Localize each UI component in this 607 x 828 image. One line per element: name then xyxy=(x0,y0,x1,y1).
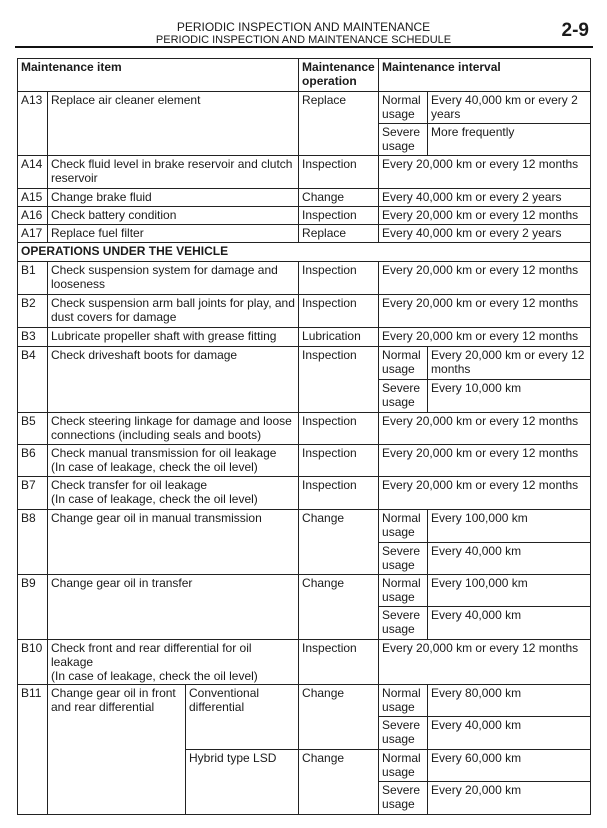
table-row xyxy=(18,295,591,328)
item-text: Check manual transmission for oil leakage xyxy=(51,446,277,460)
row-id: B9 xyxy=(18,575,48,640)
header-rule xyxy=(15,46,593,48)
row-item: Replace air cleaner element xyxy=(48,92,299,156)
interval-normal: Every 40,000 km or every 2 years xyxy=(428,92,591,124)
row-item: Replace fuel filter xyxy=(48,225,299,243)
row-interval: Every 20,000 km or every 12 months xyxy=(379,207,591,225)
table-row xyxy=(18,575,591,607)
row-operation: Inspection xyxy=(299,262,379,295)
interval-severe: Every 10,000 km xyxy=(428,380,591,413)
table-row xyxy=(18,207,591,225)
usage-normal-label: Normal usage xyxy=(379,685,428,717)
row-operation: Change xyxy=(299,510,379,575)
row-item: Check steering linkage for damage and loose connections (including seals and boots) xyxy=(48,413,299,445)
table-row xyxy=(18,413,591,445)
diff-type-conventional: Conventional differential xyxy=(186,685,299,750)
usage-normal-label: Normal usage xyxy=(379,92,428,124)
row-id: B1 xyxy=(18,262,48,295)
row-item xyxy=(48,445,299,477)
row-interval: Every 40,000 km or every 2 years xyxy=(379,189,591,207)
item-text: Check front and rear differential for oil leakage xyxy=(51,641,252,669)
row-operation: Inspection xyxy=(299,347,379,413)
page-number: 2-9 xyxy=(561,20,589,41)
usage-normal-label: Normal usage xyxy=(379,750,428,782)
row-id: A14 xyxy=(18,156,48,189)
usage-severe-label: Severe usage xyxy=(379,543,428,575)
item-note: (In case of leakage, check the oil level) xyxy=(51,492,258,506)
table-row xyxy=(18,477,591,510)
row-operation: Change xyxy=(299,750,379,815)
row-id: B11 xyxy=(18,685,48,815)
row-item: Check suspension arm ball joints for play, and dust covers for damage xyxy=(48,295,299,328)
item-text: Check transfer for oil leakage xyxy=(51,478,208,492)
interval-severe: Every 40,000 km xyxy=(428,543,591,575)
section-row xyxy=(18,243,591,262)
usage-severe-label: Severe usage xyxy=(379,124,428,156)
diff-type-hybrid: Hybrid type LSD xyxy=(186,750,299,815)
table-row xyxy=(18,685,591,717)
item-note: (In case of leakage, check the oil level) xyxy=(51,669,258,683)
usage-severe-label: Severe usage xyxy=(379,717,428,750)
row-interval: Every 20,000 km or every 12 months xyxy=(379,445,591,477)
interval-severe: Every 40,000 km xyxy=(428,717,591,750)
row-operation: Inspection xyxy=(299,207,379,225)
table-row xyxy=(18,189,591,207)
row-id: A13 xyxy=(18,92,48,156)
col-header-operation: Maintenance operation xyxy=(299,59,379,92)
row-interval: Every 40,000 km or every 2 years xyxy=(379,225,591,243)
usage-severe-label: Severe usage xyxy=(379,782,428,815)
usage-severe-label: Severe usage xyxy=(379,380,428,413)
table-row xyxy=(18,225,591,243)
row-operation: Inspection xyxy=(299,477,379,510)
row-id: B6 xyxy=(18,445,48,477)
section-title: PERIODIC INSPECTION AND MAINTENANCE xyxy=(176,20,431,34)
interval-normal: Every 80,000 km xyxy=(428,685,591,717)
row-interval: Every 20,000 km or every 12 months xyxy=(379,328,591,347)
usage-severe-label: Severe usage xyxy=(379,607,428,640)
item-note: (In case of leakage, check the oil level) xyxy=(51,460,258,474)
row-item xyxy=(48,477,299,510)
maintenance-schedule-table xyxy=(17,58,591,815)
row-id: B5 xyxy=(18,413,48,445)
row-operation: Change xyxy=(299,189,379,207)
row-interval: Every 20,000 km or every 12 months xyxy=(379,413,591,445)
row-id: B8 xyxy=(18,510,48,575)
row-interval: Every 20,000 km or every 12 months xyxy=(379,262,591,295)
usage-normal-label: Normal usage xyxy=(379,510,428,543)
row-id: B3 xyxy=(18,328,48,347)
row-item: Check suspension system for damage and looseness xyxy=(48,262,299,295)
col-header-item: Maintenance item xyxy=(18,59,299,92)
interval-normal: Every 60,000 km xyxy=(428,750,591,782)
row-item: Change gear oil in manual transmission xyxy=(48,510,299,575)
row-item: Check fluid level in brake reservoir and clutch reservoir xyxy=(48,156,299,189)
usage-normal-label: Normal usage xyxy=(379,575,428,607)
interval-normal: Every 100,000 km xyxy=(428,575,591,607)
row-operation: Change xyxy=(299,685,379,750)
interval-normal: Every 100,000 km xyxy=(428,510,591,543)
row-item: Change brake fluid xyxy=(48,189,299,207)
row-operation: Lubrication xyxy=(299,328,379,347)
row-id: A16 xyxy=(18,207,48,225)
row-id: B4 xyxy=(18,347,48,413)
interval-severe: More frequently xyxy=(428,124,591,156)
interval-normal: Every 20,000 km or every 12 months xyxy=(428,347,591,380)
row-item: Lubricate propeller shaft with grease fitting xyxy=(48,328,299,347)
row-operation: Inspection xyxy=(299,413,379,445)
row-operation: Replace xyxy=(299,92,379,156)
table-row xyxy=(18,640,591,685)
row-operation: Inspection xyxy=(299,445,379,477)
row-interval: Every 20,000 km or every 12 months xyxy=(379,295,591,328)
row-interval: Every 20,000 km or every 12 months xyxy=(379,640,591,685)
table-row xyxy=(18,156,591,189)
usage-normal-label: Normal usage xyxy=(379,347,428,380)
section-subtitle: PERIODIC INSPECTION AND MAINTENANCE SCHEDULE xyxy=(155,34,452,46)
table-row xyxy=(18,92,591,124)
table-header-row xyxy=(18,59,591,92)
row-id: B2 xyxy=(18,295,48,328)
table-row xyxy=(18,445,591,477)
table-row xyxy=(18,510,591,543)
section-heading: OPERATIONS UNDER THE VEHICLE xyxy=(18,243,591,262)
row-id: B7 xyxy=(18,477,48,510)
interval-severe: Every 40,000 km xyxy=(428,607,591,640)
row-id: A15 xyxy=(18,189,48,207)
row-id: B10 xyxy=(18,640,48,685)
row-item: Check battery condition xyxy=(48,207,299,225)
row-operation: Inspection xyxy=(299,156,379,189)
row-id: A17 xyxy=(18,225,48,243)
row-item: Change gear oil in front and rear differential xyxy=(48,685,186,815)
row-item xyxy=(48,640,299,685)
interval-severe: Every 20,000 km xyxy=(428,782,591,815)
table-row xyxy=(18,328,591,347)
row-interval: Every 20,000 km or every 12 months xyxy=(379,477,591,510)
row-operation: Inspection xyxy=(299,640,379,685)
row-operation: Inspection xyxy=(299,295,379,328)
table-row xyxy=(18,347,591,380)
row-item: Check driveshaft boots for damage xyxy=(48,347,299,413)
table-row xyxy=(18,262,591,295)
row-operation: Change xyxy=(299,575,379,640)
row-operation: Replace xyxy=(299,225,379,243)
row-item: Change gear oil in transfer xyxy=(48,575,299,640)
col-header-interval: Maintenance interval xyxy=(379,59,591,92)
row-interval: Every 20,000 km or every 12 months xyxy=(379,156,591,189)
